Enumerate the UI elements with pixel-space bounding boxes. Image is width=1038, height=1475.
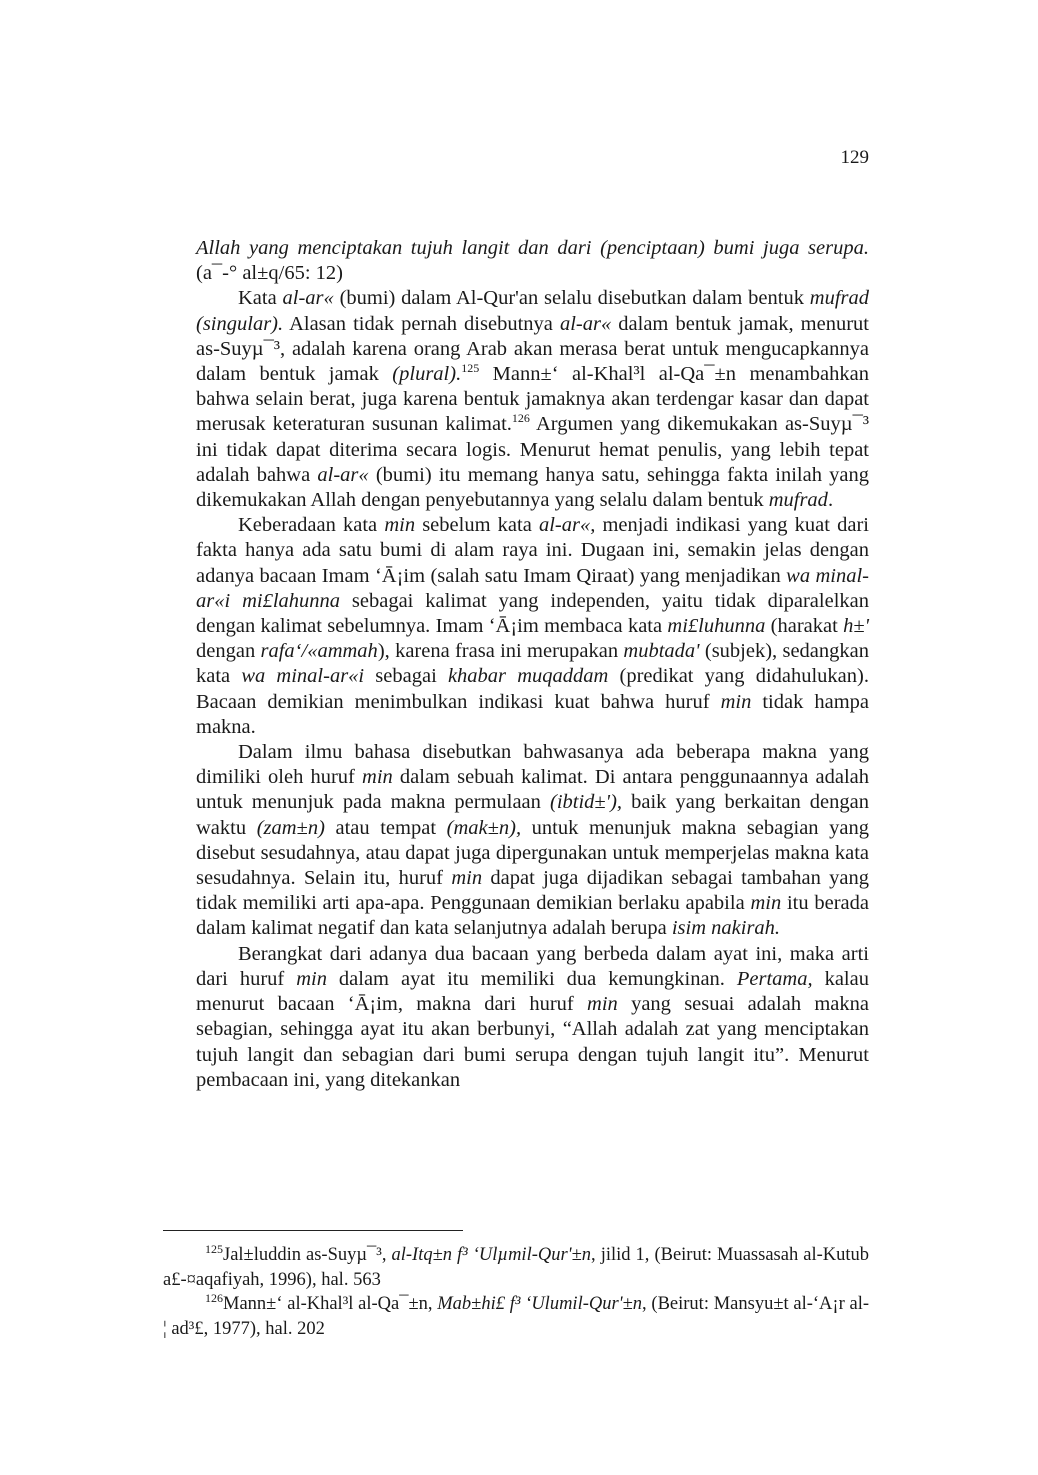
text-run: Kata [238,287,283,310]
text-run: sebagai kalimat yang independen, yaitu tidak diparalelkan dengan kalimat sebelumnya. Imam ‘Ā¡im membaca kata [196,589,869,638]
text-run: atau tempat [324,816,447,839]
italic-term: Pertama, [736,967,813,990]
italic-term: mubtada' [623,640,700,663]
italic-term: wa minal-ar«i [241,665,365,688]
italic-term: min [750,892,782,915]
text-run: dalam sebuah kalimat. Di antara penggunaannya adalah untuk menunjuk pada makna permulaan [196,766,869,814]
italic-term: rafa‘/«ammah [260,640,378,663]
footnote [163,1292,869,1341]
italic-term: min [451,867,483,890]
text-run: Mann±‘ al-Khal³l al-Qa¯±n menambahkan bahwa selain berat, juga karena bentuk jamaknya akan terdengar kasar dan dapat merusak keteraturan susunan kalimat. [196,363,869,436]
text-run: menjadi indikasi yang kuat dari fakta hanya ada satu bumi di alam raya ini. Dugaan ini, semakin jelas dengan adanya bacaan Imam ‘Ā¡im (salah satu Imam Qiraat) yang menjadikan [196,514,869,587]
text-run: tidak hampa makna. [196,690,869,738]
paragraph [196,740,869,942]
text-run: Berangkat dari adanya dua bacaan yang berbeda dalam ayat ini, maka arti dari huruf [196,942,869,990]
italic-term: min [296,967,327,990]
italic-term: al-Itq±n f³ ‘Ulµmil-Qur'±n [391,1245,592,1265]
italic-term: Allah yang menciptakan tujuh langit dan dari (penciptaan) bumi juga serupa. [196,237,869,259]
text-run: dalam ayat itu memiliki dua kemungkinan. [326,967,737,990]
footnote-ref: 126 [205,1291,223,1305]
footnotes [163,1243,869,1341]
italic-term: al-ar« [559,312,612,335]
text-run: sebagai [364,665,448,688]
text-run: Jal±luddin as-Suyµ¯³, [223,1245,392,1265]
text-run: . [827,489,834,512]
text-run: (subjek), sedangkan kata [196,640,869,688]
italic-term: min [384,514,416,537]
italic-term: khabar muqaddam [447,665,609,688]
footnote [163,1243,869,1292]
italic-term: (zam±n) [256,816,325,839]
text-run: dengan [196,640,261,663]
italic-term: al-ar« [282,287,334,310]
text-run: Dalam ilmu bahasa disebutkan bahwasanya ada beberapa makna yang dimiliki oleh huruf [196,741,869,789]
italic-term: mufrad (singular). [196,287,869,335]
body-text [196,236,869,1093]
text-run: , jilid 1, (Beirut: Muassasah al-Kutub a£-¤aqafiyah, 1996), hal. 563 [163,1245,869,1290]
italic-term: (ibtid±'), [550,791,623,814]
paragraph [196,513,869,740]
italic-term: al-ar«, [538,514,596,537]
footnote-ref: 125 [461,361,480,376]
page-number: 129 [840,147,869,168]
text-run: (a¯-° al±q/65: 12) [196,262,343,285]
text-run: dapat juga dijadikan sebagai tambahan yang tidak memiliki arti apa-apa. Penggunaan demikian berlaku apabila [196,867,869,915]
text-run: dalam bentuk jamak, menurut as-Suyµ¯³, adalah karena orang Arab akan merasa berat untuk mengucapkannya dalam bentuk jamak [196,312,869,386]
text-run: baik yang berkaitan dengan waktu [196,791,870,839]
text-run: untuk menunjuk makna sebagian yang disebut sesudahnya, atau dapat juga dipergunakan untuk memperjelas makna kata sesudahnya. Selain itu, huruf [196,816,869,890]
text-run: (bumi) itu memang hanya satu, sehingga fakta inilah yang dikemukakan Allah dengan penyebutannya yang selalu dalam bentuk [196,463,869,512]
paragraph [196,942,869,1093]
italic-term: Mab±hi£ f³ ‘Ulumil-Qur'±n [437,1294,643,1314]
text-run: yang sesuai adalah makna sebagian, sehingga ayat itu akan berbunyi, “Allah adalah zat yang menciptakan tujuh langit dan sebagian dari bumi serupa dengan tujuh langit itu”. Menurut pembacaan ini, yang ditekankan [196,993,869,1091]
italic-term: min [362,766,393,789]
text-run: Keberadaan kata [238,514,385,537]
text-run: (harakat [765,615,844,638]
paragraph [196,236,869,286]
text-run: , (Beirut: Mansyu±t al-‘A¡r al-¦ ad³£, 1977), hal. 202 [163,1294,869,1339]
text-run: Mann±‘ al-Khal³l al-Qa¯±n, [223,1294,438,1314]
italic-term: wa minal-ar«i mi£lahunna [196,564,869,612]
italic-term: isim nakirah. [671,917,781,940]
text-run: Argumen yang dikemukakan as-Suyµ¯³ ini tidak dapat diterima secara logis. Menurut hemat penulis, yang lebih tepat adalah bahwa [196,413,869,486]
italic-term: h±' [843,615,869,638]
text-run: itu berada dalam kalimat negatif dan kata selanjutnya adalah berupa [196,892,869,940]
italic-term: mi£luhunna [667,615,766,638]
text-run: (predikat yang didahulukan). Bacaan demikian menimbulkan indikasi kuat bahwa huruf [196,665,869,713]
italic-term: mufrad [768,489,828,512]
italic-term: al-ar« [317,463,369,486]
footnote-ref: 126 [511,411,530,426]
italic-term: min [720,690,752,713]
text-run: ), karena frasa ini merupakan [377,640,624,663]
italic-term: (plural). [392,363,462,386]
italic-term: min [587,993,618,1016]
footnote-separator [163,1230,463,1231]
footnote-ref: 125 [205,1242,223,1256]
text-run: sebelum kata [415,514,539,537]
text-run: kalau menurut bacaan ‘Ā¡im, makna dari huruf [196,967,869,1016]
text-run: Alasan tidak pernah disebutnya [283,312,560,335]
text-run: (bumi) dalam Al-Qur'an selalu disebutkan dalam bentuk [333,287,810,310]
italic-term: (mak±n), [446,816,522,839]
paragraph [196,286,869,513]
